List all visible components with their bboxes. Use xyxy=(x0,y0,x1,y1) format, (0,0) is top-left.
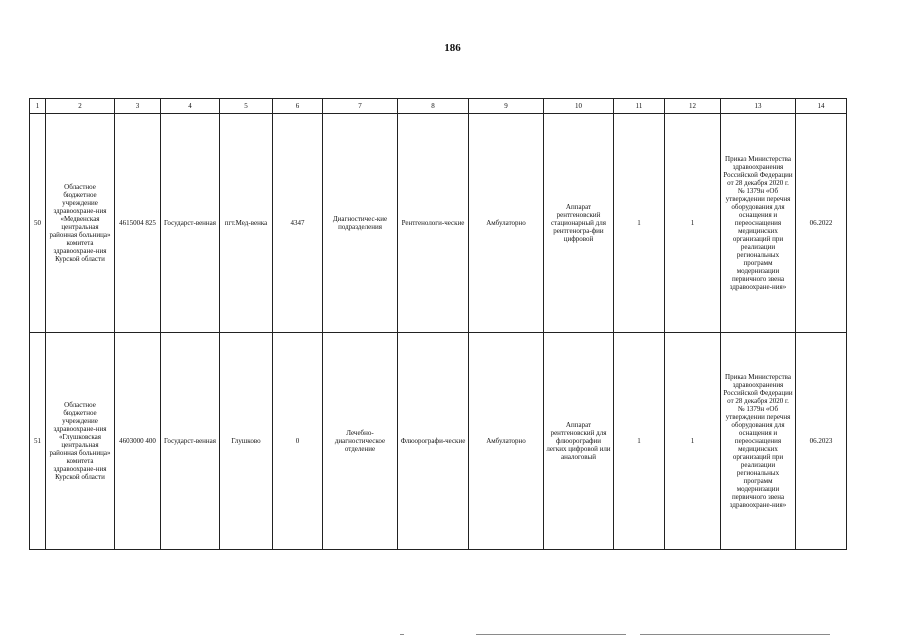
locality-cell: Глушково xyxy=(220,333,273,550)
page-number: 186 xyxy=(444,42,461,54)
inn-cell: 4603000 400 xyxy=(115,333,161,550)
population-cell: 0 xyxy=(273,333,323,550)
profile-cell: Рентгенологи-ческие xyxy=(398,114,469,333)
scan-artifact xyxy=(640,634,830,635)
ownership-cell: Государст-венная xyxy=(161,333,220,550)
quantity-cell: 1 xyxy=(665,333,721,550)
profile-cell: Флюорографи-ческие xyxy=(398,333,469,550)
population-cell: 4347 xyxy=(273,114,323,333)
document-table xyxy=(29,98,847,550)
date-cell: 06.2023 xyxy=(796,333,847,550)
column-number: 6 xyxy=(273,99,323,114)
column-number: 14 xyxy=(796,99,847,114)
order-reference-cell: Приказ Министерства здравоохранения Российской Федерации от 28 декабря 2020 г. № 1379н «Об утверждении перечня оборудования для оснащения и переоснащения медицинских организаций при реализации региональных программ модернизации первичного звена здравоохране-ния» xyxy=(721,114,796,333)
department-cell: Лечебно-диагностическое отделение xyxy=(323,333,398,550)
care-type-cell: Амбулаторно xyxy=(469,114,544,333)
date-cell: 06.2022 xyxy=(796,114,847,333)
row-number-cell: 50 xyxy=(30,114,46,333)
department-cell: Диагностичес-кие подразделения xyxy=(323,114,398,333)
column-number: 7 xyxy=(323,99,398,114)
locality-cell: пгт.Мед-венка xyxy=(220,114,273,333)
ownership-cell: Государст-венная xyxy=(161,114,220,333)
quantity-cell: 1 xyxy=(665,114,721,333)
column-number: 5 xyxy=(220,99,273,114)
column-number: 13 xyxy=(721,99,796,114)
inn-cell: 4615004 825 xyxy=(115,114,161,333)
column-number: 2 xyxy=(46,99,115,114)
care-type-cell: Амбулаторно xyxy=(469,333,544,550)
column-number: 12 xyxy=(665,99,721,114)
order-reference-cell: Приказ Министерства здравоохранения Российской Федерации от 28 декабря 2020 г. № 1379н «Об утверждении перечня оборудования для оснащения и переоснащения медицинских организаций при реализации региональных программ модернизации первичного звена здравоохране-ния» xyxy=(721,333,796,550)
table-row xyxy=(30,333,847,550)
column-number: 10 xyxy=(544,99,614,114)
organization-cell: Областное бюджетное учреждение здравоохране-ния «Медвенская центральная районная больница» комитета здравоохране-ния Курской области xyxy=(46,114,115,333)
column-number: 1 xyxy=(30,99,46,114)
quantity-cell: 1 xyxy=(614,114,665,333)
table-row xyxy=(30,114,847,333)
organization-cell: Областное бюджетное учреждение здравоохране-ния «Глушковская центральная районная больница» комитета здравоохране-ния Курской области xyxy=(46,333,115,550)
row-number-cell: 51 xyxy=(30,333,46,550)
header-row xyxy=(30,99,847,114)
column-number: 11 xyxy=(614,99,665,114)
column-number: 3 xyxy=(115,99,161,114)
column-number: 4 xyxy=(161,99,220,114)
equipment-cell: Аппарат рентгеновский для флюорографии легких цифровой или аналоговый xyxy=(544,333,614,550)
column-number: 9 xyxy=(469,99,544,114)
scan-artifact xyxy=(400,634,404,635)
equipment-cell: Аппарат рентгеновский стационарный для рентгеногра-фии цифровой xyxy=(544,114,614,333)
column-number: 8 xyxy=(398,99,469,114)
quantity-cell: 1 xyxy=(614,333,665,550)
scan-artifact xyxy=(476,634,626,635)
